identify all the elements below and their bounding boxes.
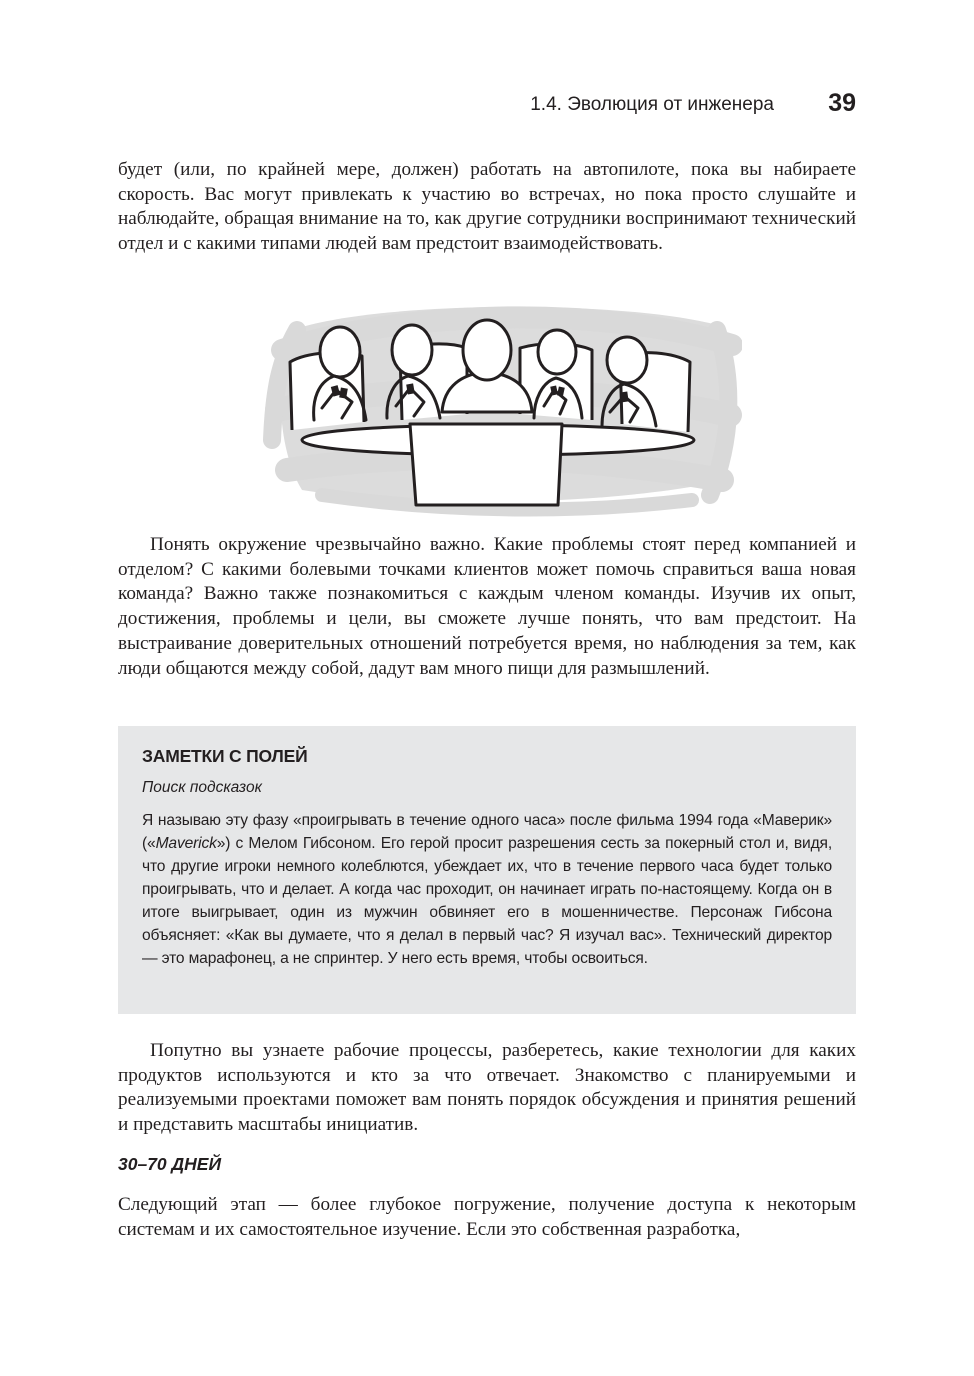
field-notes-title: ЗАМЕТКИ С ПОЛЕЙ [142, 746, 308, 766]
page-number: 39 [828, 89, 856, 117]
section-heading: 30–70 ДНЕЙ [118, 1154, 222, 1174]
paragraph-1: будет (или, по крайней мере, должен) работать на автопилоте, пока вы набираете скорость. Вас могут привлекать к участию во встречах, но пока просто слушайте и наблюдайте, обращая внимание на то, как другие сотрудники воспринимают технический отдел и с какими типами людей вам предстоит взаимодействовать. [118, 159, 856, 255]
field-notes-text-end: ») с Мелом Гибсоном. Его герой просит разрешения сесть за покерный стол и, видя, что другие игроки немного колеблются, убеждает их, что в течение первого часа будет только проигрывать, что и делает. А когда час проходит, он начинает играть по-настоящему. Когда он в итоге выигрывает, один из мужчин обвиняет его в мошенничестве. Персонаж Гибсона объясняет: «Как вы думаете, что я делал в первый час? Я изучал вас». Технический директор — это марафонец, а не спринтер. У него есть время, чтобы освоиться. [142, 835, 832, 967]
paragraph-4: Следующий этап — более глубокое погружение, получение доступа к некоторым системам и их самостоятельное изучение. Если это собственная разработка, [118, 1194, 856, 1240]
paragraph-3: Попутно вы узнаете рабочие процессы, разберетесь, какие технологии для каких продуктов используются и кто за что отвечает. Знакомство с планируемыми и реализуемыми проектами поможет вам понять порядок обсуждения и принятия решений и представить масштабы инициатив. [118, 1040, 856, 1136]
running-header [118, 88, 856, 124]
paragraph-2: Понять окружение чрезвычайно важно. Какие проблемы стоят перед компанией и отделом? С какими болевыми точками клиентов может помочь справиться ваша новая команда? Важно также познакомиться с каждым членом команды. Изучив их опыт, достижения, проблемы и цели, вы сможете лучше понять, что вам предстоит. На выстраивание доверительных отношений потребуется время, но наблюдения за тем, как люди общаются между собой, дадут вам много пищи для размышлений. [118, 534, 856, 679]
field-notes-box [118, 726, 856, 1014]
meeting-table-illustration [262, 290, 742, 520]
field-notes-text [142, 809, 832, 970]
field-notes-subtitle: Поиск подсказок [142, 779, 262, 796]
film-title: Maverick [155, 835, 217, 852]
field-notes-text-start: Я называю эту фазу «проигрывать в течение одного часа» после фильма 1994 года «Маверик» (« [142, 812, 832, 852]
running-title: 1.4. Эволюция от инженера [530, 94, 774, 115]
